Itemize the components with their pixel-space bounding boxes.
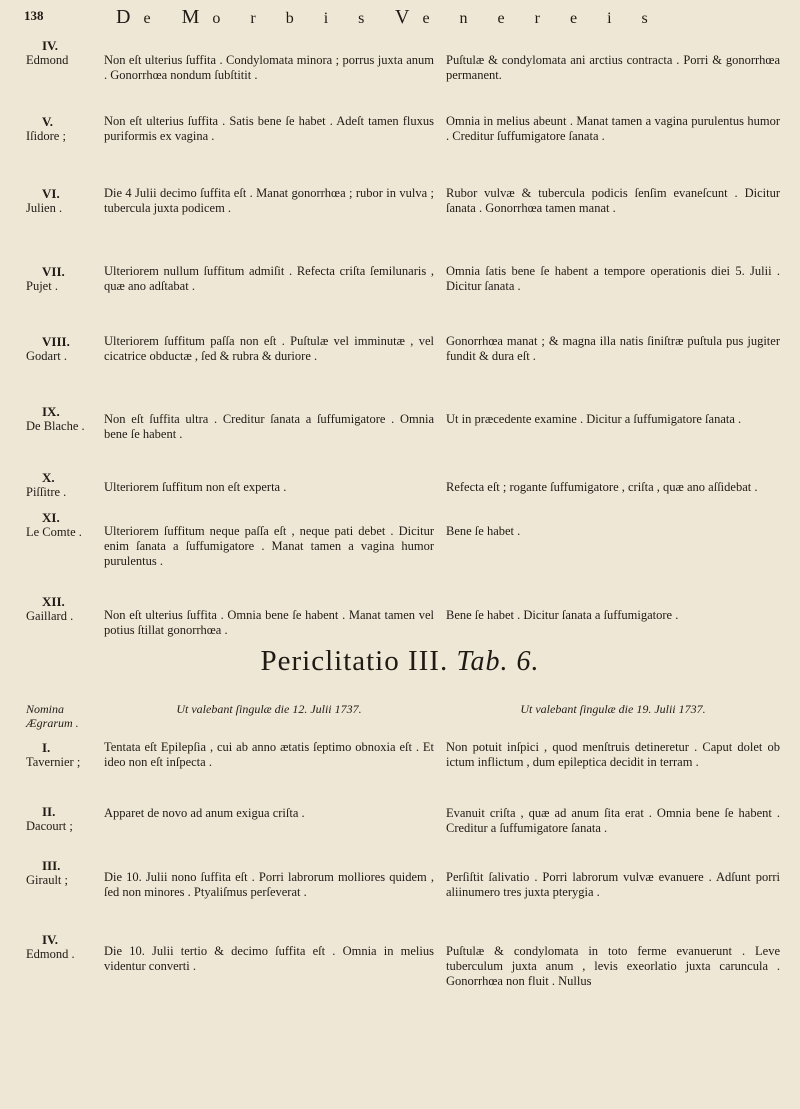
case-col1: Non eſt ulterius ſuffita . Omnia bene ſe habent . Manat tamen vel potius ſtillat gonorrhœa .	[104, 608, 434, 637]
patient-name: V. Iſidore ;	[26, 114, 66, 143]
title-part: e	[143, 10, 164, 27]
case-col1: Die 10. Julii tertio & decimo ſuffita eſt . Omnia in melius videntur converti .	[104, 944, 434, 973]
patient-name: IV. Edmond	[26, 38, 69, 67]
patient-name: III. Girault ;	[26, 858, 69, 887]
section-title	[0, 645, 800, 678]
case-col2: Perſiſtit ſalivatio . Porri labrorum vulvæ evanuere . Adſunt porri aliinumero tres juxta pterygia .	[446, 870, 780, 899]
title-part: D	[116, 6, 144, 28]
case-col1: Non eſt ulterius ſuffita . Condylomata minora ; porrus juxta anum . Gonorrhœa nondum ſubſtitit .	[104, 53, 434, 82]
running-header	[14, 6, 784, 30]
case-col1: Ulteriorem nullum ſuffitum admiſit . Refecta criſta ſemilunaris , quæ ano adſtabat .	[104, 264, 434, 293]
title-part: M	[181, 6, 213, 28]
patient-name: VII. Pujet .	[26, 264, 65, 293]
running-title	[116, 6, 661, 29]
case-col2: Rubor vulvæ & tubercula podicis ſenſim evaneſcunt . Dicitur ſanata . Gonorrhœa tamen manat .	[446, 186, 780, 215]
patient-name: VI. Julien .	[26, 186, 63, 215]
col1-header: Ut valebant ſingulæ die 12. Julii 1737.	[176, 702, 362, 716]
case-col1: Die 10. Julii nono ſuffita eſt . Porri labrorum molliores quidem , ſed non minores . Ptyaliſmus perſeverat .	[104, 870, 434, 899]
case-col2: Gonorrhœa manat ; & magna illa natis ſiniſtræ puſtula pus jugiter fundit & dura eſt .	[446, 334, 780, 363]
case-col2: Puſtulæ & condylomata ani arctius contracta . Porri & gonorrhœa permanent.	[446, 53, 780, 82]
title-part: e n e r e i s	[422, 10, 661, 27]
case-col2: Refecta eſt ; rogante ſuffumigatore , criſta , quæ ano aſſidebat .	[446, 480, 758, 494]
case-col1: Apparet de novo ad anum exigua criſta .	[104, 806, 305, 820]
case-col1: Non eſt ſuffita ultra . Creditur ſanata a ſuffumigatore . Omnia bene ſe habent .	[104, 412, 434, 441]
case-col2: Omnia in melius abeunt . Manat tamen a vagina purulentus humor . Creditur ſuffumigatore ſanata .	[446, 114, 780, 143]
title-part: o r b i s	[212, 10, 378, 27]
patient-name: XII. Gaillard .	[26, 594, 74, 623]
case-col1: Non eſt ulterius ſuffita . Satis bene ſe habet . Adeſt tamen fluxus puriformis ex vagina .	[104, 114, 434, 143]
patient-name: XI. Le Comte .	[26, 510, 82, 539]
col2-header: Ut valebant ſingulæ die 19. Julii 1737.	[520, 702, 706, 716]
case-col2: Evanuit criſta , quæ ad anum ſita erat . Omnia bene ſe habent . Creditur a ſuffumigatore ſanata .	[446, 806, 780, 835]
case-col2: Omnia ſatis bene ſe habent a tempore operationis diei 5. Julii . Dicitur ſanata .	[446, 264, 780, 293]
patient-name: X. Piſſitre .	[26, 470, 67, 499]
case-col1: Ulteriorem ſuffitum non eſt experta .	[104, 480, 287, 494]
patient-name: IV. Edmond .	[26, 932, 75, 961]
title-part: V	[395, 6, 423, 28]
case-col2: Bene ſe habet . Dicitur ſanata a ſuffumigatore .	[446, 608, 679, 622]
case-col1: Ulteriorem ſuffitum neque paſſa eſt , neque pati debet . Dicitur enim ſanata a ſuffumigatore . Manat tamen a vagina humor purulentus .	[104, 524, 434, 568]
case-col2: Puſtulæ & condylomata in toto ferme evanuerunt . Leve tuberculum juxta anum , levis exeorlatio juxta caruncula . Gonorrhœa non fluit . Nullus	[446, 944, 780, 988]
patient-name: I. Tavernier ;	[26, 740, 81, 769]
patient-name: VIII. Godart .	[26, 334, 70, 363]
case-col2: Ut in præcedente examine . Dicitur a ſuffumigatore ſanata .	[446, 412, 742, 426]
patient-name: IX. De Blache .	[26, 404, 85, 433]
section-heading: Periclitatio III.	[260, 645, 449, 677]
table-reference: Tab. 6.	[456, 646, 540, 677]
case-col2: Bene ſe habet .	[446, 524, 521, 538]
case-col2: Non potuit inſpici , quod menſtruis detineretur . Caput dolet ob ictum inflictum , dum epileptica decidit in terram .	[446, 740, 780, 769]
names-header: Nomina Ægrarum .	[26, 702, 79, 730]
case-col1: Tentata eſt Epilepſia , cui ab anno ætatis ſeptimo obnoxia eſt . Et ideo non eſt inſpecta .	[104, 740, 434, 769]
case-col1: Die 4 Julii decimo ſuffita eſt . Manat gonorrhœa ; rubor in vulva ; tubercula juxta podicem .	[104, 186, 434, 215]
patient-name: II. Dacourt ;	[26, 804, 73, 833]
case-col1: Ulteriorem ſuffitum paſſa non eſt . Puſtulæ vel imminutæ , vel cicatrice obductæ , ſed & rubra & duriore .	[104, 334, 434, 363]
page-number: 138	[24, 8, 44, 23]
